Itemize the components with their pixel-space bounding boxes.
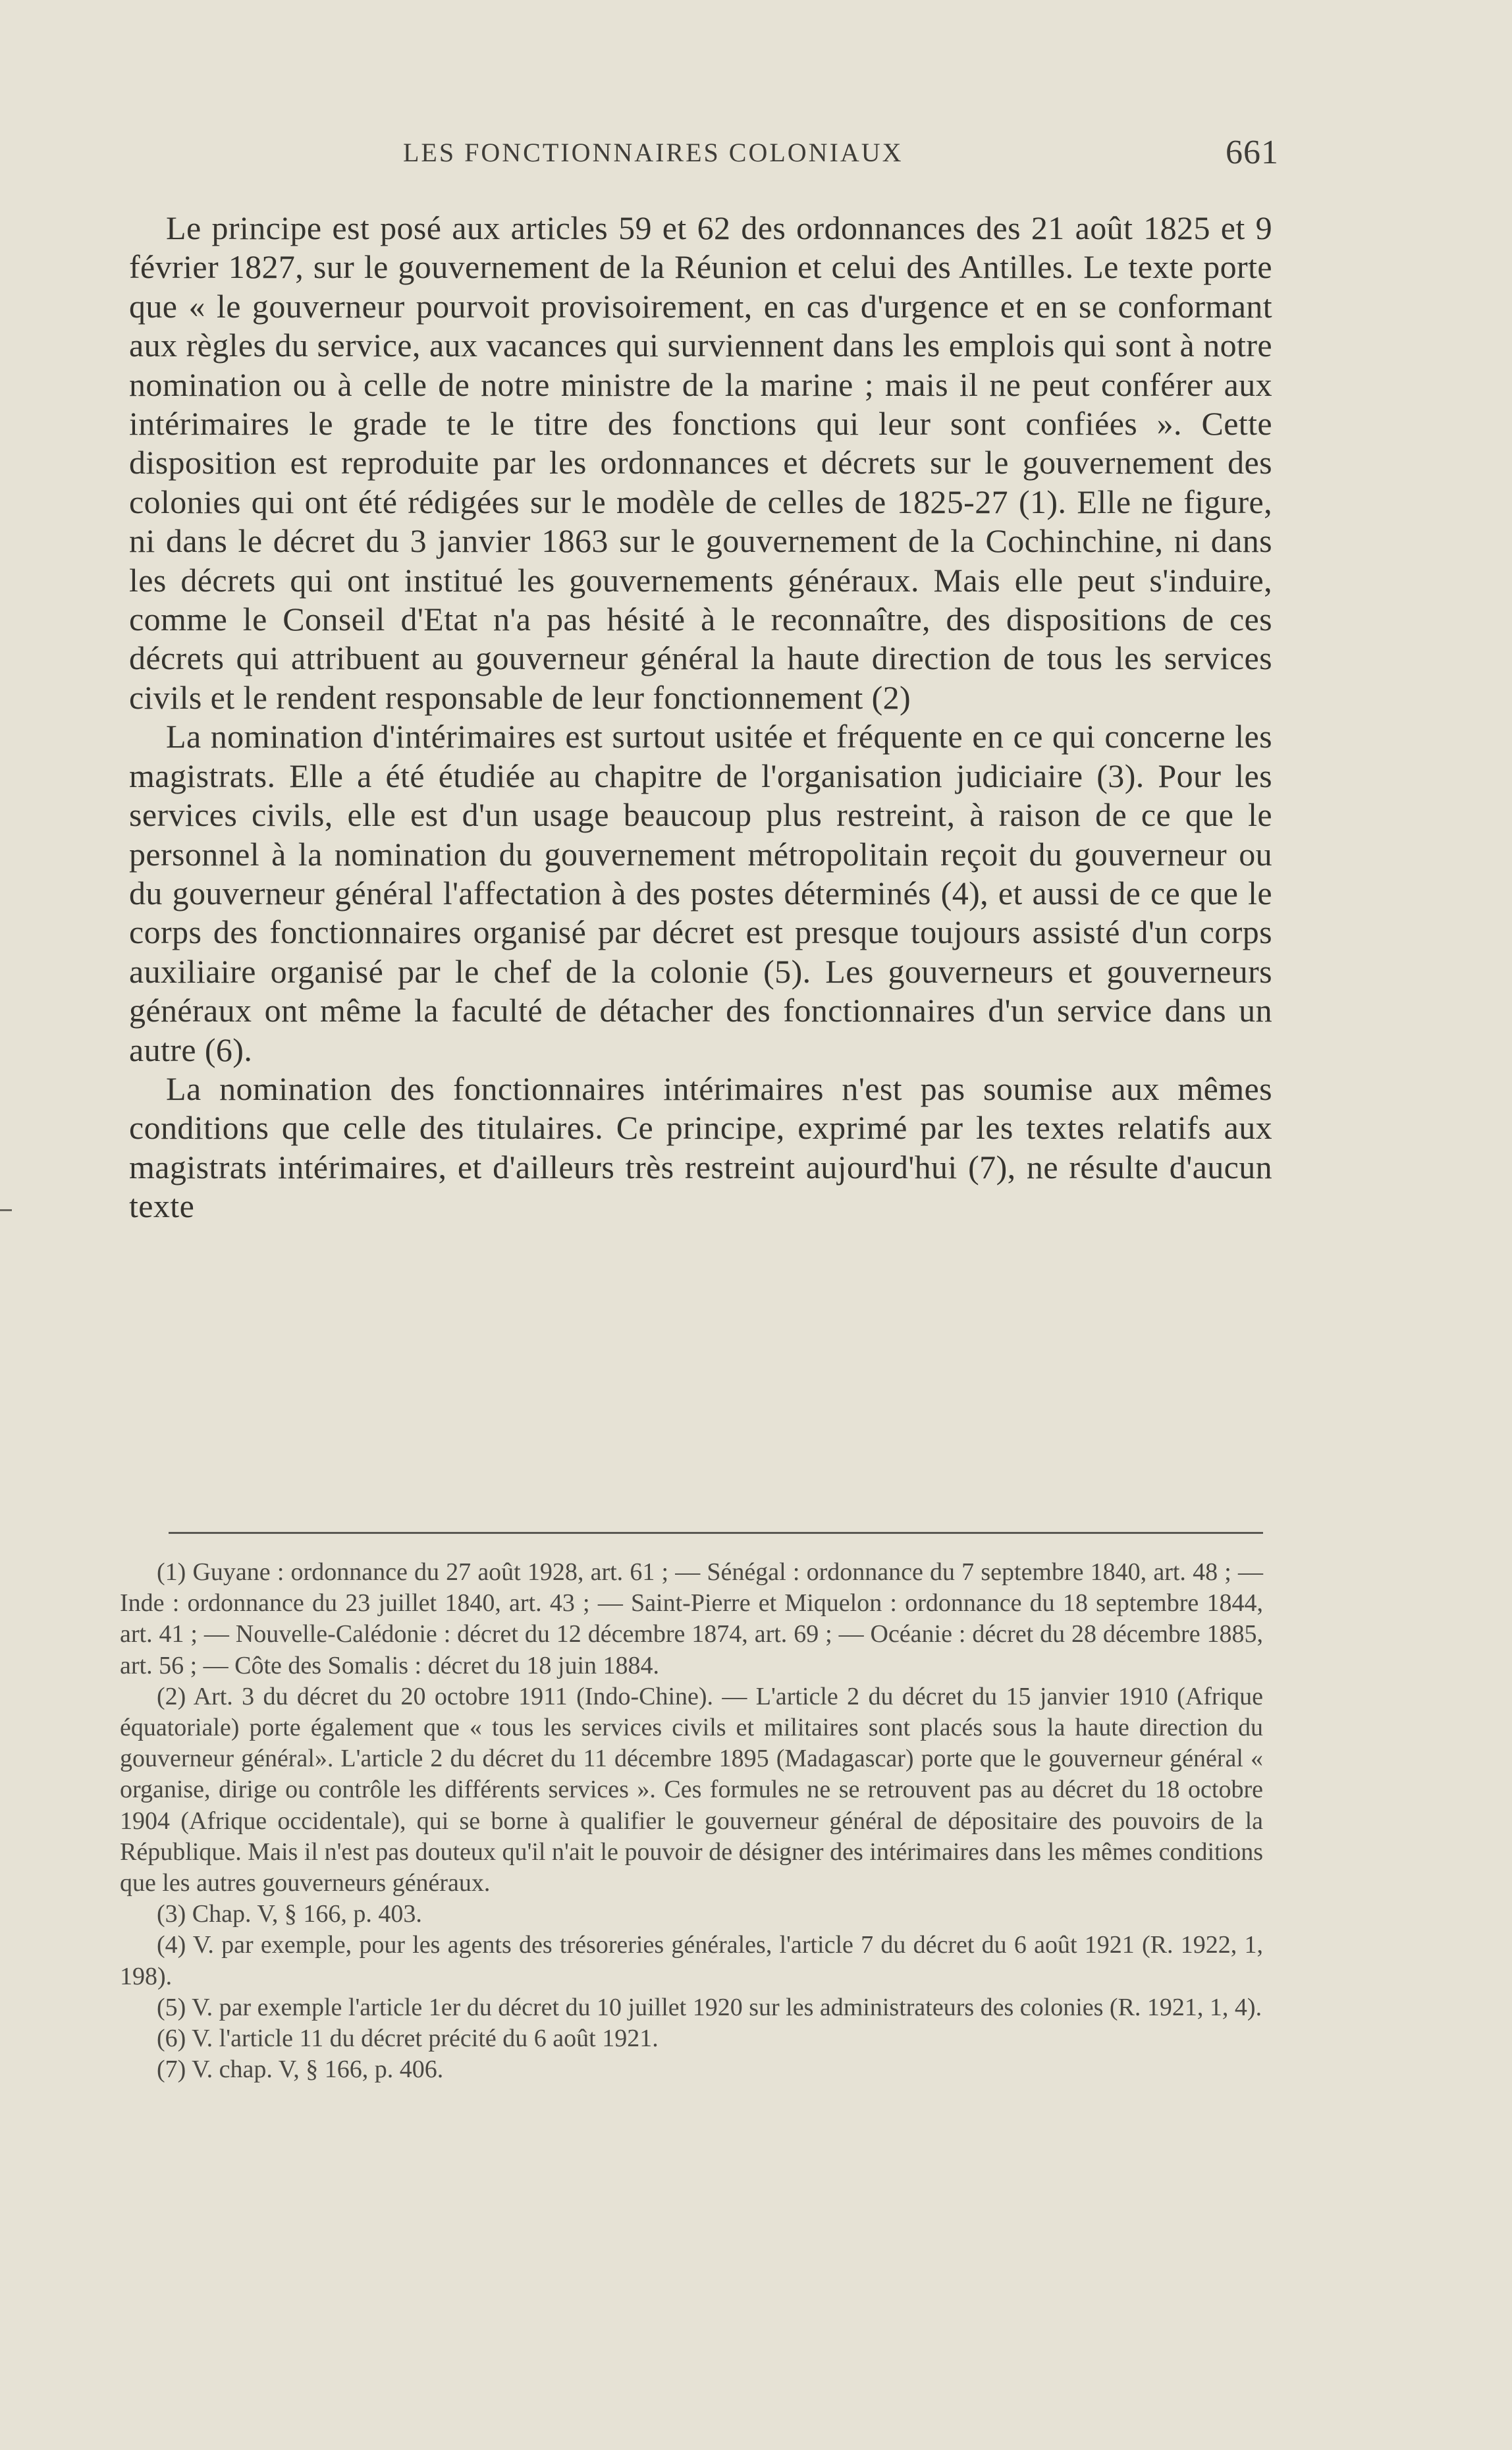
page-number: 661 bbox=[1226, 134, 1279, 171]
footnote: (7) V. chap. V, § 166, p. 406. bbox=[157, 2055, 444, 2084]
footnotes bbox=[120, 1557, 1263, 2085]
footnote: (1) Guyane : ordonnance du 27 août 1928, art. 61 ; — Sénégal : ordonnance du 7 septembre 1840, art. 48 ; — Inde : ordonnance du 23 juillet 1840, art. 43 ; — Saint-Pierre et Miquelon : ordonnance du 18 septembre 1844, art. 41 ; — Nouvelle-Calédonie : décret du 12 décembre 1874, art. 69 ; — Océanie : décret du 28 décembre 1885, art. 56 ; — Côte des Somalis : décret du 18 juin 1884. bbox=[120, 1558, 1263, 1679]
footnote: (4) V. par exemple, pour les agents des trésoreries générales, l'article 7 du décret du 6 août 1921 (R. 1922, 1, 198). bbox=[120, 1931, 1263, 1990]
paragraph: La nomination d'intérimaires est surtout usitée et fréquente en ce qui concerne les magistrats. Elle a été étudiée au chapitre de l'organisation judiciaire (3). Pour les services civils, elle est d'un usage beaucoup plus restreint, à raison de ce que le personnel à la nomination du gouvernement métropolitain reçoit du gouverneur ou du gouverneur général l'affectation à des postes déterminés (4), et aussi de ce que le corps des fonctionnaires organisé par décret est presque toujours assisté d'un corps auxiliaire organisé par le chef de la colonie (5). Les gouverneurs et gouverneurs généraux ont même la faculté de détacher des fonctionnaires d'un service dans un autre (6). bbox=[129, 718, 1272, 1068]
footnote: (2) Art. 3 du décret du 20 octobre 1911 (Indo-Chine). — L'article 2 du décret du 15 janvier 1910 (Afrique équatoriale) porte également que « tous les services civils et militaires sont placés sous la haute direction du gouverneur général». L'article 2 du décret du 11 décembre 1895 (Madagascar) porte que le gouverneur général « organise, dirige ou contrôle les différents services ». Ces formules ne se retrouvent pas au décret du 18 octobre 1904 (Afrique occidentale), qui se borne à qualifier le gouverneur général de dépositaire des pouvoirs de la République. Mais il n'est pas douteux qu'il n'ait le pouvoir de désigner des intérimaires dans les mêmes conditions que les autres gouverneurs généraux. bbox=[120, 1682, 1263, 1897]
paragraph: Le principe est posé aux articles 59 et 62 des ordonnances des 21 août 1825 et 9 février 1827, sur le gouvernement de la Réunion et celui des Antilles. Le texte porte que « le gouverneur pourvoit provisoirement, en cas d'urgence et en se conformant aux règles du service, aux vacances qui surviennent dans les emplois qui sont à notre nomination ou à celle de notre ministre de la marine ; mais il ne peut conférer aux intérimaires le grade te le titre des fonctions qui leur sont confiées ». Cette disposition est reproduite par les ordonnances et décrets sur le gouvernement des colonies qui ont été rédigées sur le modèle de celles de 1825-27 (1). Elle ne figure, ni dans le décret du 3 janvier 1863 sur le gouvernement de la Cochinchine, ni dans les décrets qui ont institué les gouvernements généraux. Mais elle peut s'induire, comme le Conseil d'Etat n'a pas hésité à le reconnaître, des dispositions de ces décrets qui attribuent au gouverneur général la haute direction de tous les services civils et le rendent responsable de leur fonctionnement (2) bbox=[129, 209, 1272, 716]
running-head bbox=[0, 133, 1512, 173]
running-title: LES FONCTIONNAIRES COLONIAUX bbox=[403, 138, 904, 167]
footnote-separator bbox=[169, 1532, 1263, 1534]
footnote: (5) V. par exemple l'article 1er du décret du 10 juillet 1920 sur les administrateurs des colonies (R. 1921, 1, 4). bbox=[157, 1993, 1262, 2021]
main-text bbox=[129, 209, 1272, 1226]
footnote: (6) V. l'article 11 du décret précité du 6 août 1921. bbox=[157, 2025, 659, 2053]
footnote: (3) Chap. V, § 166, p. 403. bbox=[157, 1900, 422, 1928]
margin-mark bbox=[0, 1209, 12, 1211]
paragraph: La nomination des fonctionnaires intérimaires n'est pas soumise aux mêmes conditions que celle des titulaires. Ce principe, exprimé par les textes relatifs aux magistrats intérimaires, et d'ailleurs très restreint aujourd'hui (7), ne résulte d'aucun texte bbox=[129, 1070, 1272, 1225]
